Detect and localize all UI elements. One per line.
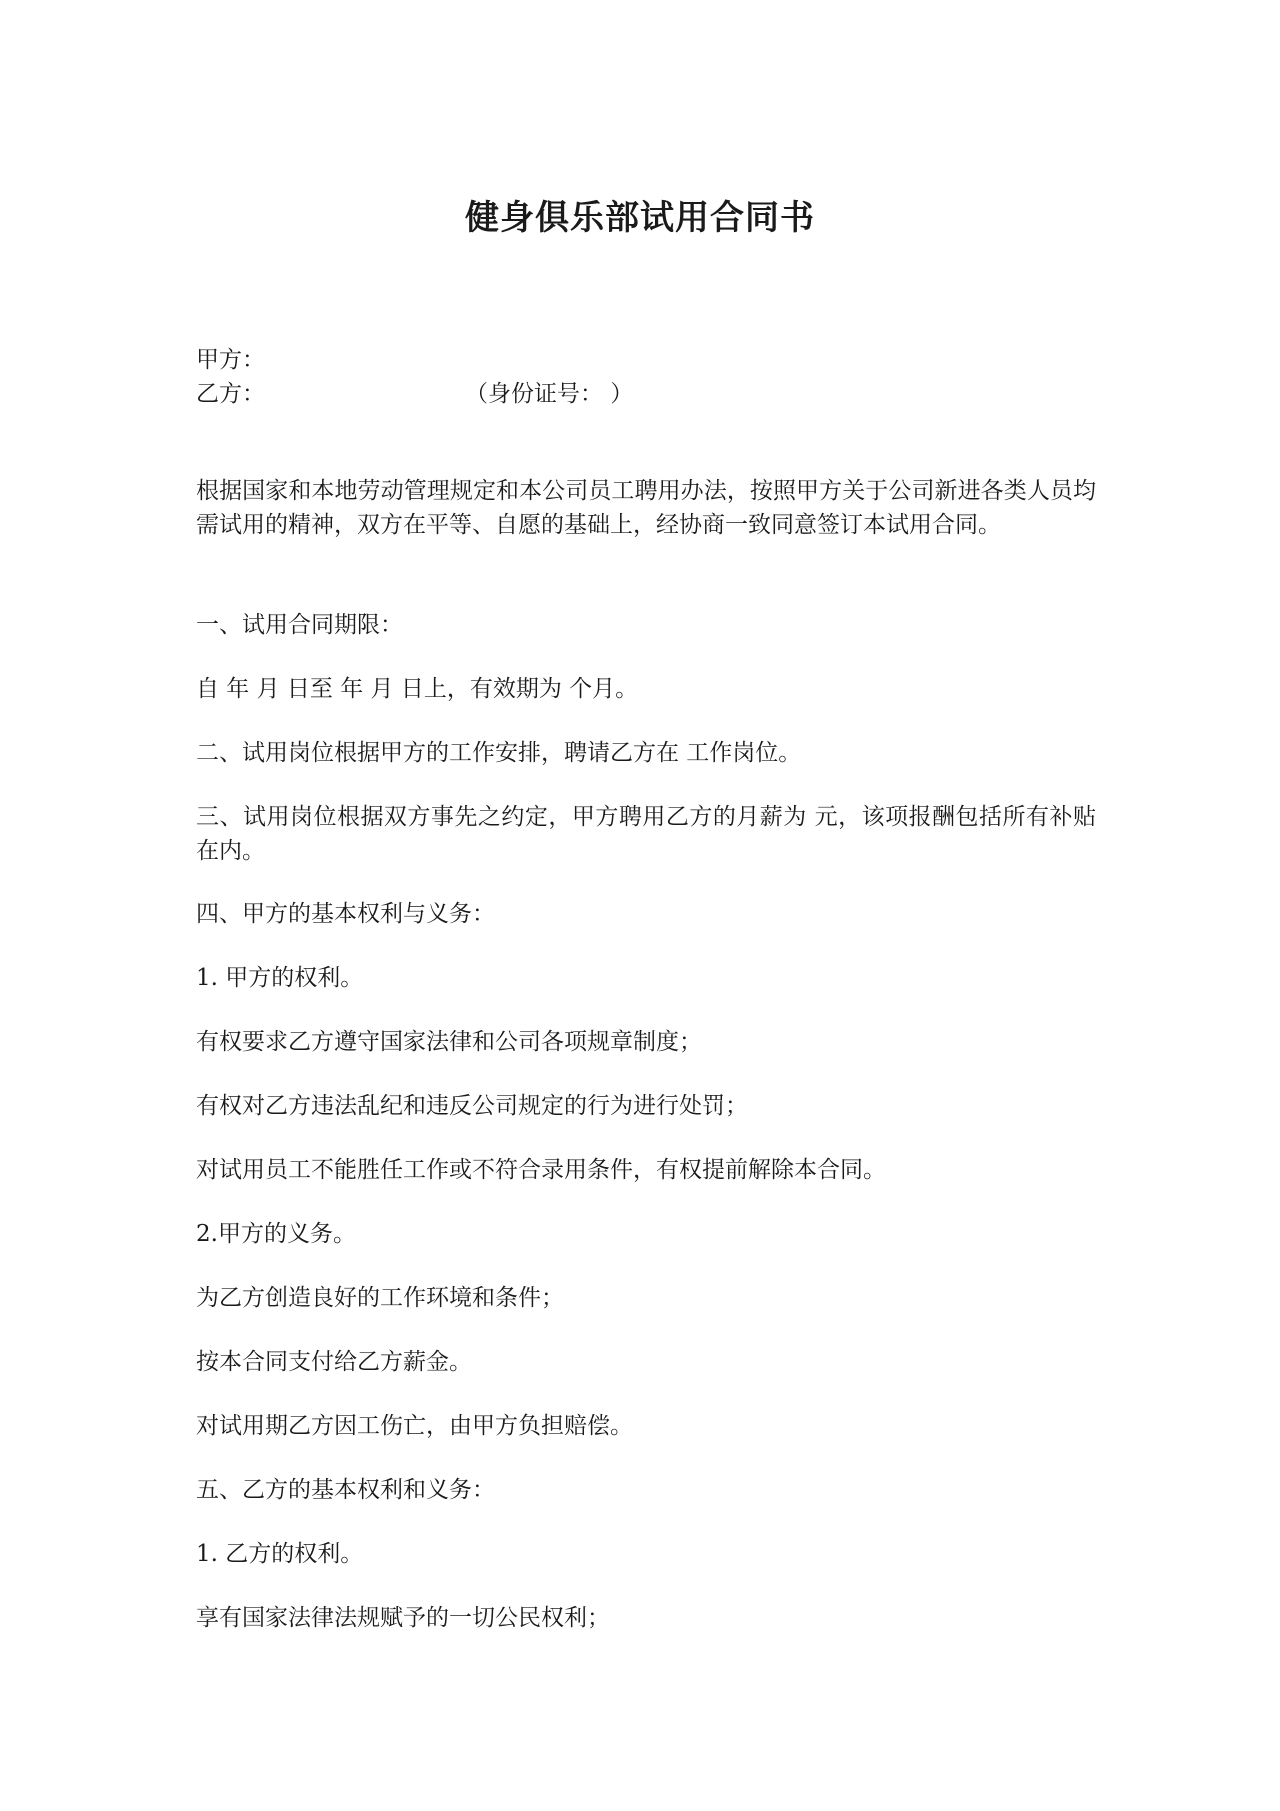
- party-a-duty-3: 对试用期乙方因工伤亡，由甲方负担赔偿。: [196, 1413, 633, 1439]
- section-salary: 三、试用岗位根据双方事先之约定，甲方聘用乙方的月薪为 元，该项报酬包括所有补贴在内。: [196, 804, 1096, 864]
- party-a-right-3: 对试用员工不能胜任工作或不符合录用条件，有权提前解除本合同。: [196, 1157, 886, 1183]
- section-term-period: 自 年 月 日至 年 月 日上，有效期为 个月。: [196, 676, 639, 702]
- party-b-id-number: （身份证号： ）: [465, 381, 634, 407]
- party-a-duty-1: 为乙方创造良好的工作环境和条件；: [196, 1285, 564, 1311]
- document-title: 健身俱乐部试用合同书: [465, 198, 815, 238]
- party-a-right-1: 有权要求乙方遵守国家法律和公司各项规章制度；: [196, 1029, 702, 1055]
- party-a-right-2: 有权对乙方违法乱纪和违反公司规定的行为进行处罚；: [196, 1093, 748, 1119]
- section-party-b-rights-duties: 五、乙方的基本权利和义务：: [196, 1477, 495, 1503]
- party-b-rights-heading: 1. 乙方的权利。: [196, 1541, 364, 1567]
- party-a-rights-heading: 1. 甲方的权利。: [196, 965, 364, 991]
- section-term-heading: 一、试用合同期限：: [196, 612, 403, 638]
- party-b-right-1: 享有国家法律法规赋予的一切公民权利；: [196, 1605, 610, 1631]
- party-a-duty-2: 按本合同支付给乙方薪金。: [196, 1349, 472, 1375]
- intro-paragraph: 根据国家和本地劳动管理规定和本公司员工聘用办法，按照甲方关于公司新进各类人员均需试用的精神，双方在平等、自愿的基础上，经协商一致同意签订本试用合同。: [196, 478, 1096, 538]
- party-b-label: 乙方：: [196, 381, 265, 407]
- party-a-duties-heading: 2.甲方的义务。: [196, 1221, 356, 1247]
- party-a-label: 甲方：: [196, 347, 265, 373]
- section-party-a-rights-duties: 四、甲方的基本权利与义务：: [196, 901, 495, 927]
- section-position: 二、试用岗位根据甲方的工作安排，聘请乙方在 工作岗位。: [196, 740, 802, 766]
